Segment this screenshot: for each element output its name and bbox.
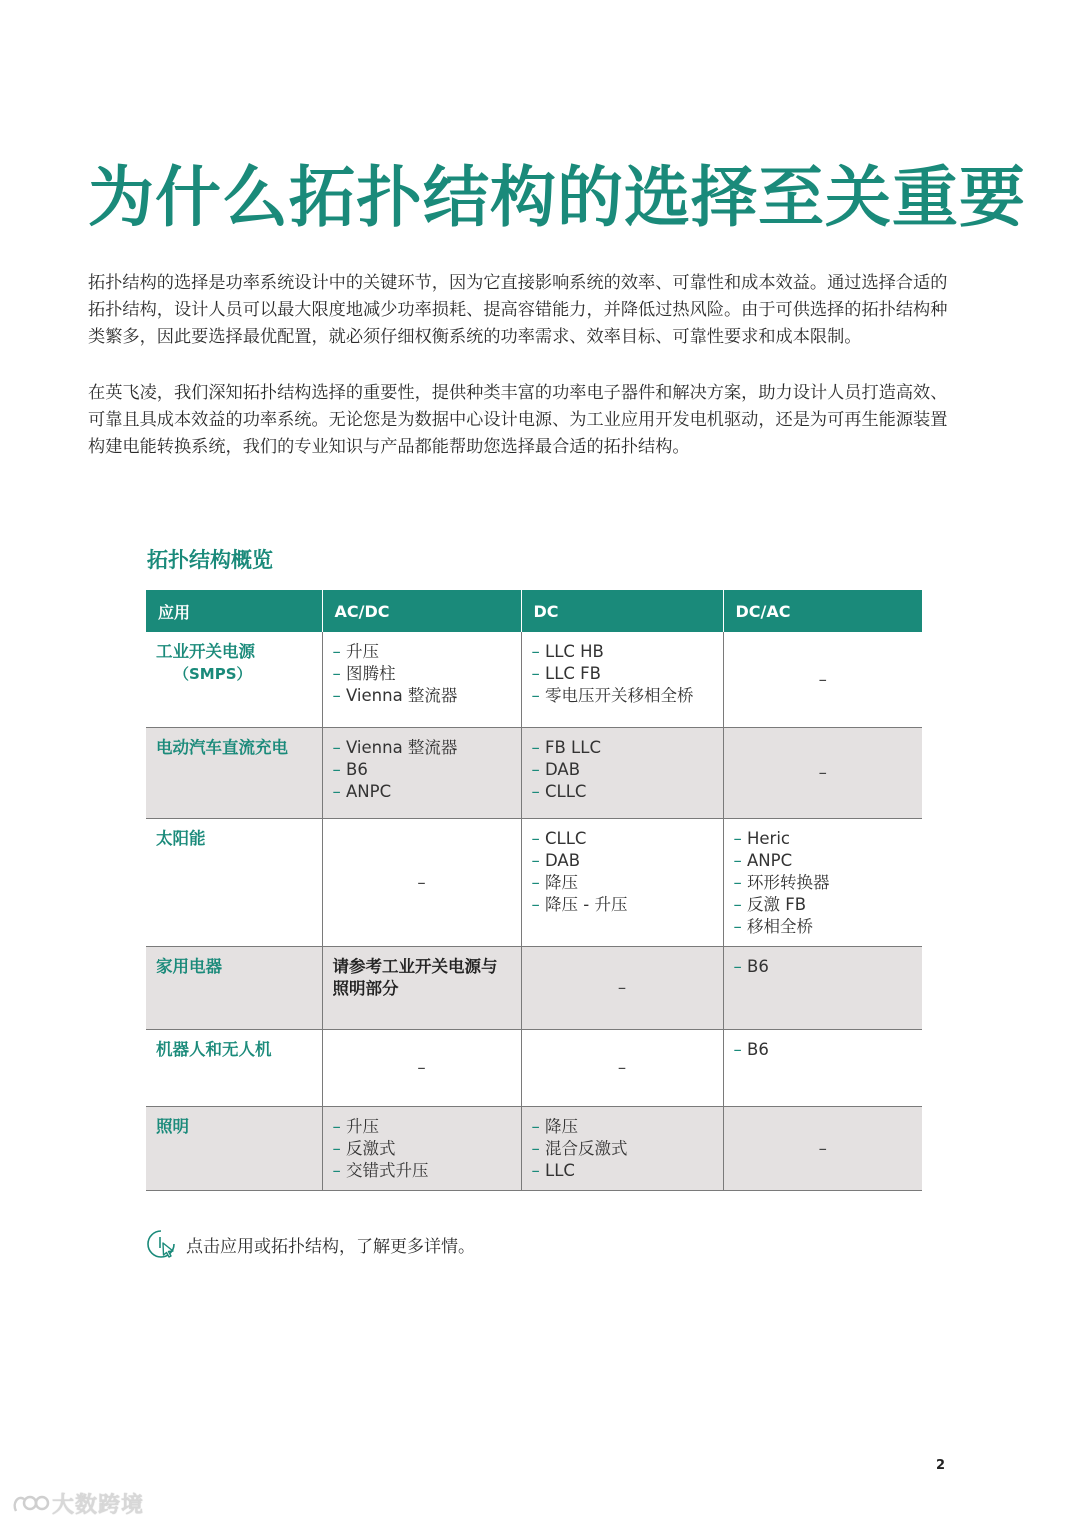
dc-cell-empty: – — [521, 1029, 723, 1106]
dc-cell-empty: – — [521, 946, 723, 1029]
topology-item[interactable]: – Vienna 整流器 — [333, 737, 511, 759]
click-hint — [146, 1228, 475, 1260]
topology-item[interactable]: – 环形转换器 — [734, 872, 913, 894]
table-row — [146, 727, 922, 818]
intro-paragraph-1: 拓扑结构的选择是功率系统设计中的关键环节，因为它直接影响系统的效率、可靠性和成本效益。通过选择合适的拓扑结构，设计人员可以最大限度地减少功率损耗、提高容错能力，并降低过热风险。由于可供选择的拓扑结构种类繁多，因此要选择最优配置，就必须仔细权衡系统的功率需求、效率目标、可靠性要求和成本限制。 — [88, 273, 948, 347]
app-label: 照明 — [156, 1116, 189, 1136]
topology-item[interactable]: – CLLC — [532, 781, 713, 803]
topology-item[interactable]: – 降压 — [532, 872, 713, 894]
table-row — [146, 946, 922, 1029]
app-sublabel: （SMPS） — [174, 665, 252, 683]
dcac-cell — [723, 1029, 922, 1106]
topology-table — [146, 590, 922, 1191]
dcac-cell — [723, 946, 922, 1029]
header-acdc: AC/DC — [322, 590, 521, 632]
table-row — [146, 1106, 922, 1190]
topology-item[interactable]: – 混合反激式 — [532, 1138, 713, 1160]
table-row — [146, 818, 922, 946]
watermark — [10, 1488, 144, 1519]
table-row — [146, 1029, 922, 1106]
topology-item[interactable]: – 反激式 — [333, 1138, 511, 1160]
topology-item[interactable]: – 交错式升压 — [333, 1160, 511, 1182]
dc-cell — [521, 632, 723, 727]
app-cell-smps[interactable] — [146, 632, 322, 727]
app-label: 机器人和无人机 — [156, 1039, 272, 1059]
app-cell-robots-drones[interactable] — [146, 1029, 322, 1106]
dcac-cell-empty: – — [723, 632, 922, 727]
dcac-cell-empty: – — [723, 727, 922, 818]
topology-item[interactable]: – B6 — [333, 759, 511, 781]
acdc-cell — [322, 727, 521, 818]
topology-item[interactable]: – 图腾柱 — [333, 663, 511, 685]
table-row — [146, 632, 922, 727]
topology-item[interactable]: – 升压 — [333, 641, 511, 663]
app-cell-home-appliances[interactable] — [146, 946, 322, 1029]
topology-item[interactable]: – ANPC — [333, 781, 511, 803]
topology-item[interactable]: – CLLC — [532, 828, 713, 850]
topology-item[interactable]: – 零电压开关移相全桥 — [532, 685, 713, 707]
page-title: 为什么拓扑结构的选择至关重要 — [88, 159, 1026, 236]
app-label: 家用电器 — [156, 956, 222, 976]
topology-item[interactable]: – Heric — [734, 828, 913, 850]
topology-item[interactable]: – B6 — [734, 956, 913, 978]
app-cell-solar[interactable] — [146, 818, 322, 946]
header-dc: DC — [521, 590, 723, 632]
hint-text: 点击应用或拓扑结构，了解更多详情。 — [186, 1236, 475, 1257]
acdc-cell-empty: – — [322, 818, 521, 946]
app-cell-lighting[interactable] — [146, 1106, 322, 1190]
topology-item[interactable]: – Vienna 整流器 — [333, 685, 511, 707]
dc-cell — [521, 1106, 723, 1190]
acdc-cell-empty: – — [322, 1029, 521, 1106]
click-pointer-icon — [146, 1229, 176, 1259]
topology-item[interactable]: – B6 — [734, 1039, 913, 1061]
topology-item[interactable]: – LLC FB — [532, 663, 713, 685]
app-cell-ev-charging[interactable] — [146, 727, 322, 818]
intro-paragraph-2: 在英飞凌，我们深知拓扑结构选择的重要性，提供种类丰富的功率电子器件和解决方案，助力设计人员打造高效、可靠且具成本效益的功率系统。无论您是为数据中心设计电源、为工业应用开发电机驱动，还是为可再生能源装置构建电能转换系统，我们的专业知识与产品都能帮助您选择最合适的拓扑结构。 — [88, 383, 948, 457]
topology-item[interactable]: – 移相全桥 — [734, 916, 913, 938]
topology-item[interactable]: – DAB — [532, 850, 713, 872]
app-label: 太阳能 — [156, 828, 206, 848]
dcac-cell-empty: – — [723, 1106, 922, 1190]
dc-cell — [521, 818, 723, 946]
topology-item[interactable]: – 降压 - 升压 — [532, 894, 713, 916]
app-label: 工业开关电源 — [156, 642, 255, 661]
watermark-text: 大数跨境 — [52, 1493, 145, 1518]
page-number: 2 — [936, 1458, 946, 1473]
dc-cell — [521, 727, 723, 818]
topology-item[interactable]: – 降压 — [532, 1116, 713, 1138]
topology-item[interactable]: – ANPC — [734, 850, 913, 872]
header-application: 应用 — [146, 590, 322, 632]
watermark-logo-icon — [10, 1491, 50, 1517]
section-title: 拓扑结构概览 — [147, 548, 273, 572]
topology-item[interactable]: – LLC HB — [532, 641, 713, 663]
header-dcac: DC/AC — [723, 590, 922, 632]
dcac-cell — [723, 818, 922, 946]
table-header-row — [146, 590, 922, 632]
topology-item[interactable]: – LLC — [532, 1160, 713, 1182]
topology-item[interactable]: – DAB — [532, 759, 713, 781]
app-label: 电动汽车直流充电 — [156, 737, 288, 757]
acdc-cell — [322, 632, 521, 727]
acdc-cell-note[interactable]: 请参考工业开关电源与照明部分 — [322, 946, 521, 1029]
acdc-cell — [322, 1106, 521, 1190]
topology-item[interactable]: – 升压 — [333, 1116, 511, 1138]
topology-item[interactable]: – 反激 FB — [734, 894, 913, 916]
topology-item[interactable]: – FB LLC — [532, 737, 713, 759]
